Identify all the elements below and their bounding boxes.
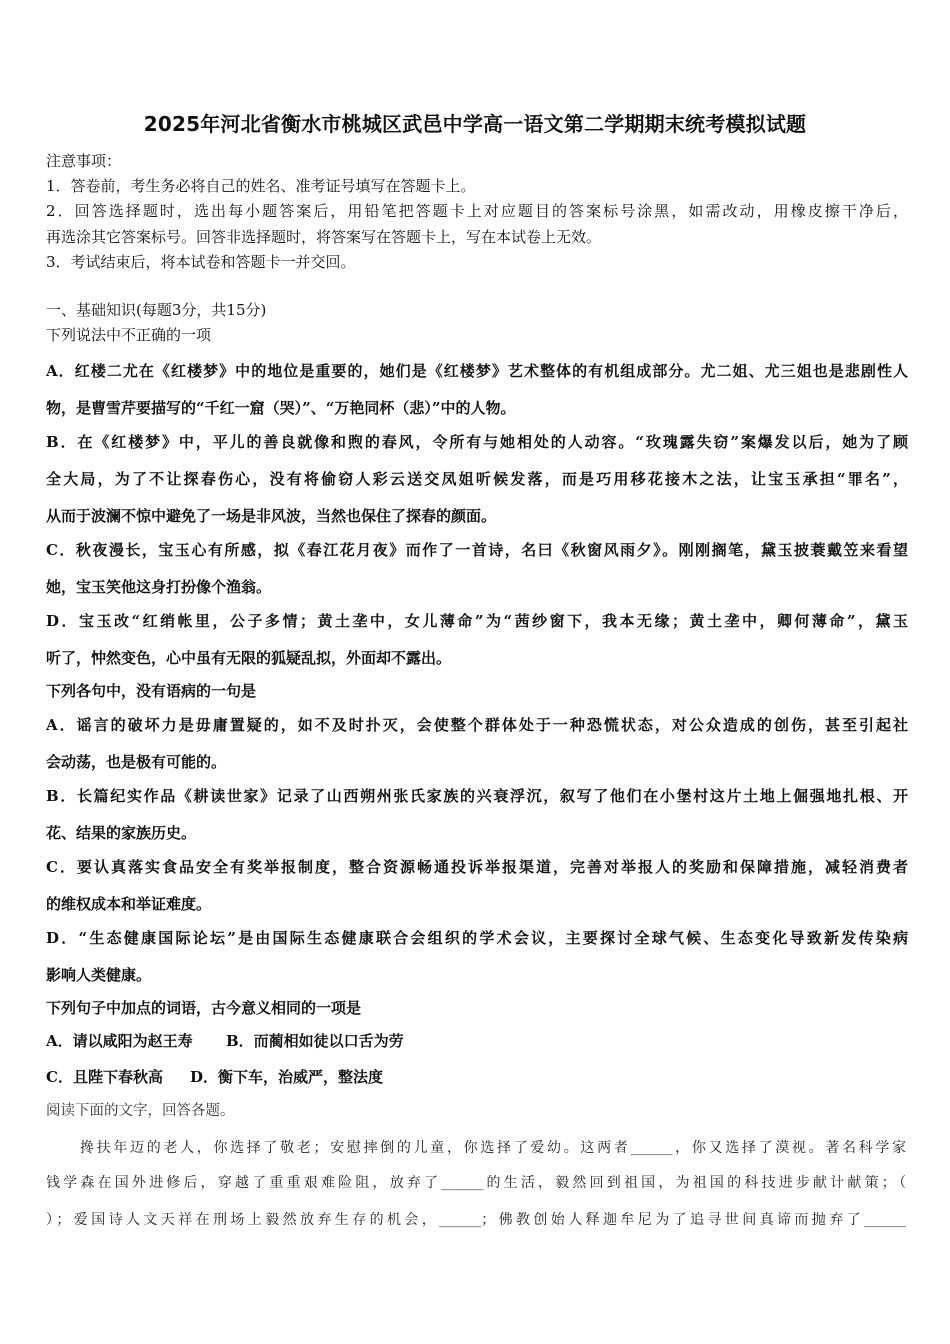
q2-option-b-line1: B．长篇纪实作品《耕读世家》记录了山西朔州张氏家族的兴衰浮沉，叙写了他们在小堡村这片土地上倔强地扎根、开 [46, 787, 908, 805]
q1-option-a-line2: 物，是曹雪芹要描写的“千红一窟（哭）”、“万艳同杯（悲）”中的人物。 [46, 399, 516, 417]
q3-option-b: B．而蔺相如徒以口舌为劳 [226, 1032, 404, 1050]
q2-option-c-line2: 的维权成本和举证难度。 [46, 895, 212, 913]
q2-option-a-line2: 会动荡，也是极有可能的。 [46, 753, 227, 771]
q1-option-b-line1: B．在《红楼梦》中，平儿的善良就像和煦的春风，令所有与她相处的人动容。“玫瑰露失窃”案爆发以后，她为了顾 [46, 433, 908, 451]
notice-heading: 注意事项： [46, 152, 122, 170]
q3-option-c: C．且陛下春秋高 [46, 1068, 163, 1086]
q3-option-a: A．请以咸阳为赵王寿 [46, 1032, 193, 1050]
notice-item-2: 2．回答选择题时，选出每小题答案后，用铅笔把答题卡上对应题目的答案标号涂黑，如需改动，用橡皮擦干净后， [46, 202, 908, 220]
notice-item-1: 1．答卷前，考生务必将自己的姓名、准考证号填写在答题卡上。 [46, 177, 476, 195]
q1-option-a-line1: A．红楼二尤在《红楼梦》中的地位是重要的，她们是《红楼梦》艺术整体的有机组成部分。尤二姐、尤三姐也是悲剧性人 [46, 362, 908, 380]
q3-option-d: D．衡下车，治威严，整法度 [190, 1068, 384, 1086]
page-title: 2025年河北省衡水市桃城区武邑中学高一语文第二学期期末统考模拟试题 [143, 112, 807, 136]
q2-stem: 下列各句中，没有语病的一句是 [46, 682, 257, 700]
q1-option-d-line1: D．宝玉改“红绡帐里，公子多情；黄土垄中，女儿薄命”为“茜纱窗下，我本无缘；黄土垄中，卿何薄命”，黛玉 [46, 612, 908, 630]
q2-option-c-line1: C．要认真落实食品安全有奖举报制度，整合资源畅通投诉举报渠道，完善对举报人的奖励和保障措施，减轻消费者 [46, 858, 908, 876]
notice-item-3: 3．考试结束后，将本试卷和答题卡一并交回。 [46, 253, 356, 271]
notice-item-2-cont: 再选涂其它答案标号。回答非选择题时，将答案写在答题卡上，写在本试卷上无效。 [46, 228, 602, 246]
reading-passage-line1: 搀扶年迈的老人，你选择了敬老；安慰摔倒的儿童，你选择了爱幼。这两者______，你又选择了漠视。著名科学家 [80, 1140, 906, 1156]
q1-option-b-line2: 全大局，为了不让探春伤心，没有将偷窃人彩云送交凤姐听候发落，而是巧用移花接木之法，让宝玉承担“罪名”， [46, 470, 908, 488]
reading-intro: 阅读下面的文字，回答各题。 [46, 1103, 235, 1119]
q2-option-d-line2: 影响人类健康。 [46, 966, 152, 984]
q1-option-d-line2: 听了，忡然变色，心中虽有无限的狐疑乱拟，外面却不露出。 [46, 649, 452, 667]
q2-option-b-line2: 花、结果的家族历史。 [46, 824, 197, 842]
section-heading: 一、基础知识(每题3分，共15分) [46, 301, 267, 319]
q3-stem: 下列句子中加点的词语，古今意义相同的一项是 [46, 999, 362, 1017]
q1-option-b-line3: 从而于波澜不惊中避免了一场是非风波，当然也保住了探春的颜面。 [46, 507, 497, 525]
q1-stem: 下列说法中不正确的一项 [46, 326, 212, 344]
reading-passage-line2: 钱学森在国外进修后，穿越了重重艰难险阻，放弃了______的生活，毅然回到祖国，为祖国的科技进步献计献策；（ [46, 1175, 906, 1191]
q1-option-c-line2: 她，宝玉笑他这身打扮像个渔翁。 [46, 578, 272, 596]
q2-option-d-line1: D．“生态健康国际论坛”是由国际生态健康联合会组织的学术会议，主要探讨全球气候、生态变化导致新发传染病 [46, 929, 908, 947]
q1-option-c-line1: C．秋夜漫长，宝玉心有所感，拟《春江花月夜》而作了一首诗，名曰《秋窗风雨夕》。刚刚搁笔，黛玉披蓑戴笠来看望 [46, 541, 908, 559]
q2-option-a-line1: A．谣言的破坏力是毋庸置疑的，如不及时扑灭，会使整个群体处于一种恐慌状态，对公众造成的创伤，甚至引起社 [46, 716, 908, 734]
reading-passage-line3: ）；爱国诗人文天祥在刑场上毅然放弃生存的机会，______；佛教创始人释迦牟尼为了追寻世间真谛而抛弃了______ [46, 1212, 906, 1228]
